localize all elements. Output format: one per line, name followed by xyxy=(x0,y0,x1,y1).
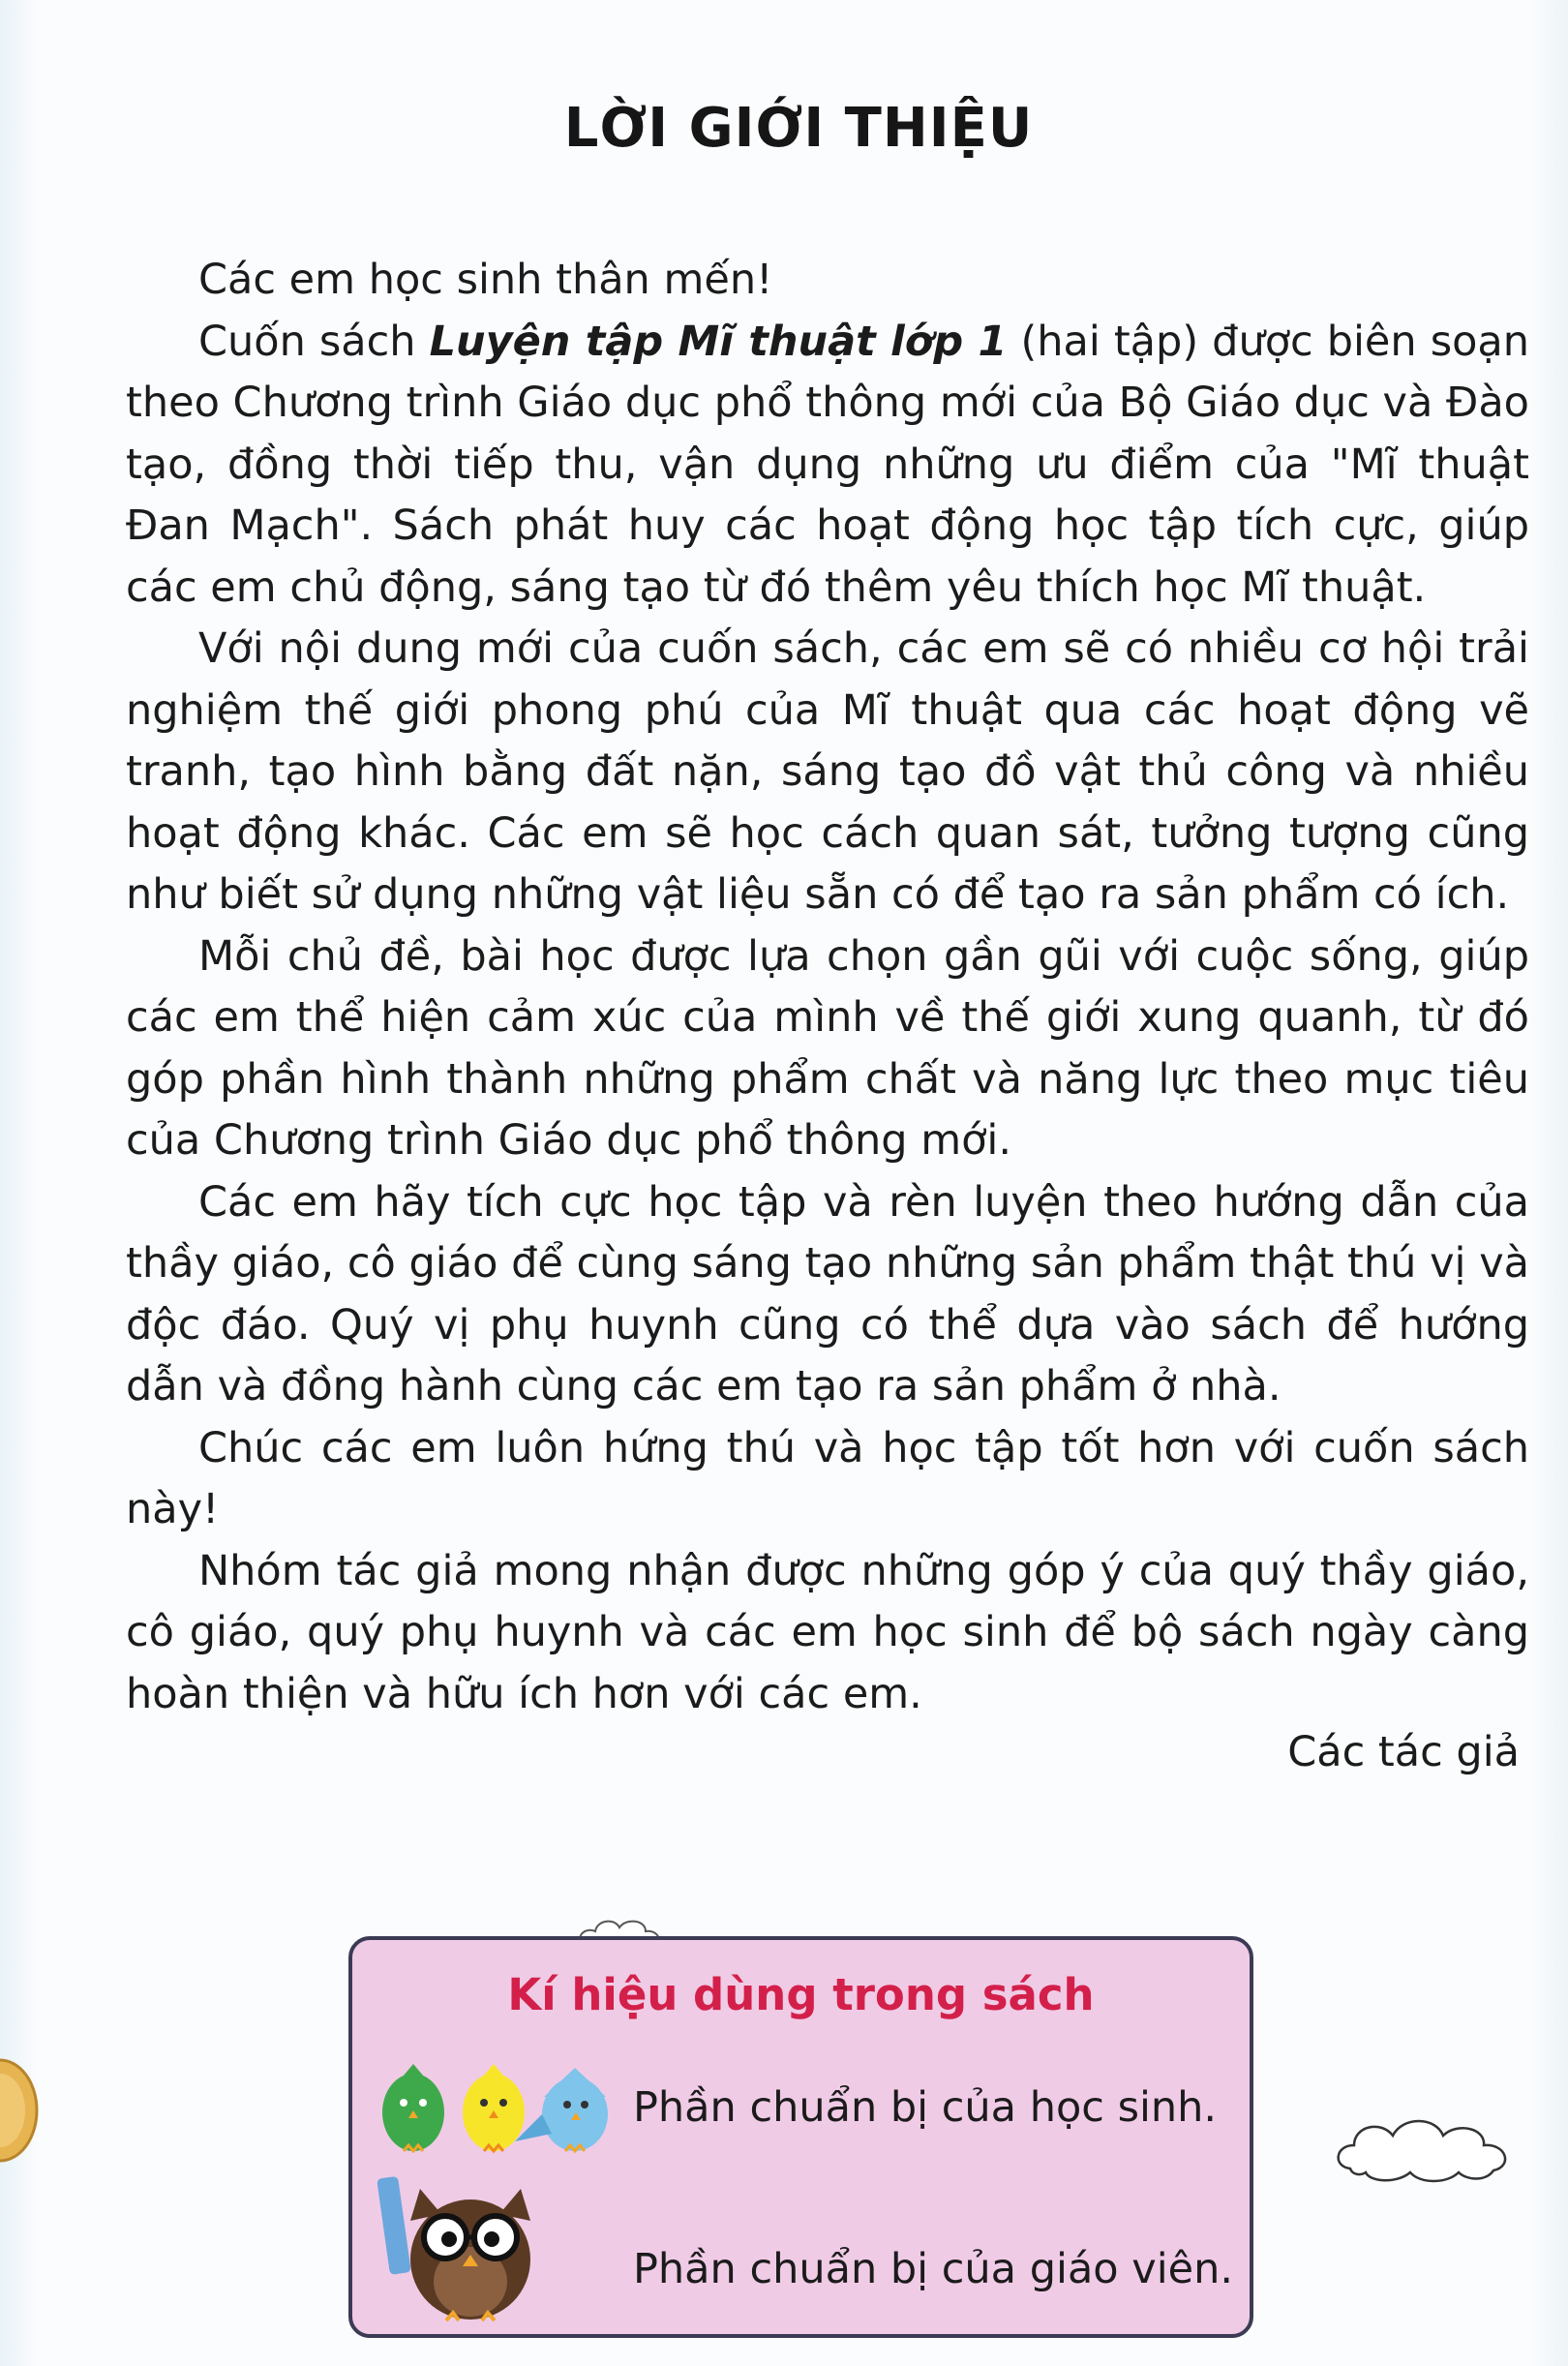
signature: Các tác giả xyxy=(1287,1728,1520,1776)
legend-title: Kí hiệu dùng trong sách xyxy=(507,1969,1095,2020)
intro-body xyxy=(126,250,1529,1725)
p1-after: (hai tập) được biên soạn theo Chương trình Giáo dục phổ thông mới của Bộ Giáo dục và Đào tạo, đồng thời tiếp thu, vận dụng những ưu điểm của "Mĩ thuật Đan Mạch". Sách phát huy các hoạt động học tập tích cực, giúp các em chủ động, sáng tạo từ đó thêm yêu thích học Mĩ thuật. xyxy=(126,317,1530,612)
coin-decoration-icon xyxy=(0,2057,39,2164)
paragraph-2: Với nội dung mới của cuốn sách, các em sẽ có nhiều cơ hội trải nghiệm thế giới phong phú của Mĩ thuật qua các hoạt động vẽ tranh, tạo hình bằng đất nặn, sáng tạo đồ vật thủ công và nhiều hoạt động khác. Các em sẽ học cách quan sát, tưởng tượng cũng như biết sử dụng những vật liệu sẵn có để tạo ra sản phẩm có ích. xyxy=(126,624,1529,919)
paragraph-1 xyxy=(126,312,1529,620)
legend-row-student xyxy=(352,2047,1250,2163)
paragraph-6: Nhóm tác giả mong nhận được những góp ý của quý thầy giáo, cô giáo, quý phụ huynh và các em học sinh để bộ sách ngày càng hoàn thiện và hữu ích hơn với các em. xyxy=(126,1546,1529,1718)
paragraph-5: Chúc các em luôn hứng thú và học tập tốt hơn với cuốn sách này! xyxy=(126,1423,1529,1533)
owl-icon xyxy=(374,2168,558,2327)
book-title: Luyện tập Mĩ thuật lớp 1 xyxy=(429,317,1008,366)
legend-box xyxy=(348,1936,1253,2338)
p1-before: Cuốn sách xyxy=(198,317,430,366)
legend-row-teacher xyxy=(352,2168,1250,2332)
page-title: LỜI GIỚI THIỆU xyxy=(563,97,1034,160)
three-birds-icon xyxy=(370,2056,621,2163)
teacher-preparation-label: Phần chuẩn bị của giáo viên. xyxy=(633,2245,1234,2293)
paragraph-4: Các em hãy tích cực học tập và rèn luyện theo hướng dẫn của thầy giáo, cô giáo để cùng sáng tạo những sản phẩm thật thú vị và độc đáo. Quý vị phụ huynh cũng có thể dựa vào sách để hướng dẫn và đồng hành cùng các em tạo ra sản phẩm ở nhà. xyxy=(126,1177,1529,1410)
greeting: Các em học sinh thân mến! xyxy=(198,256,773,304)
paragraph-3: Mỗi chủ đề, bài học được lựa chọn gần gũi với cuộc sống, giúp các em thể hiện cảm xúc của mình về thế giới xung quanh, từ đó góp phần hình thành những phẩm chất và năng lực theo mục tiêu của Chương trình Giáo dục phổ thông mới. xyxy=(126,931,1529,1165)
cloud-icon xyxy=(1331,2110,1515,2188)
student-preparation-label: Phần chuẩn bị của học sinh. xyxy=(633,2083,1218,2132)
